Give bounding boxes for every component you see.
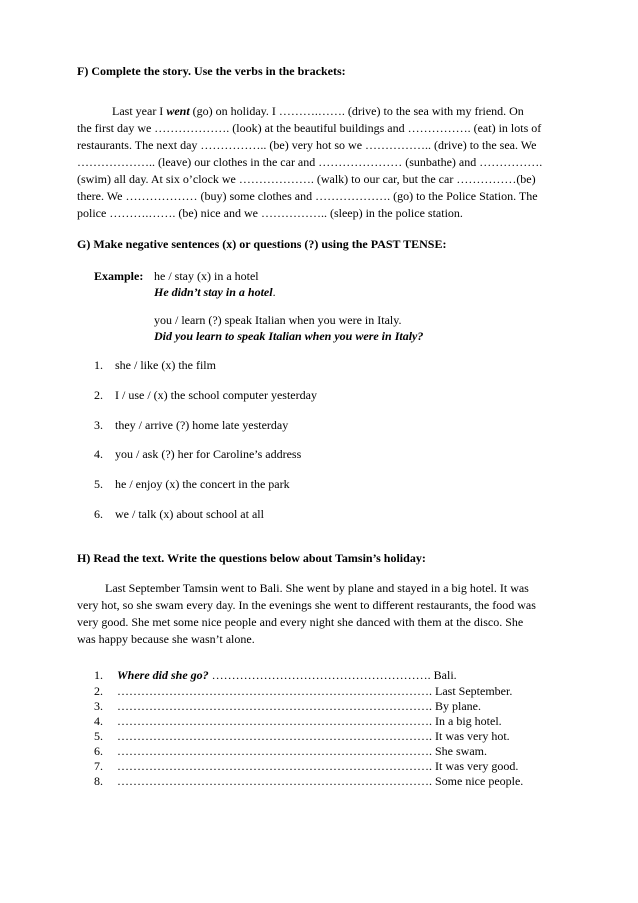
- item-number: 6.: [94, 507, 103, 521]
- item-number: 4.: [94, 447, 103, 461]
- section-f-story: [77, 103, 577, 222]
- section-h-text: [77, 580, 577, 648]
- list-item: he / enjoy (x) the concert in the park: [115, 477, 290, 491]
- story-text: Last year I: [112, 104, 167, 118]
- story-line: restaurants. The next day …………….. (be) very hot so we …………….. (drive) to the sea. We: [77, 138, 537, 152]
- list-item: you / ask (?) her for Caroline’s address: [115, 447, 302, 461]
- story-line: [77, 103, 577, 120]
- question-answer: ………………………………………………. Bali.: [208, 668, 457, 682]
- text-line: was happy because she wasn’t alone.: [77, 632, 255, 646]
- story-line: police ……….……. (be) nice and we …………….. (sleep) in the police station.: [77, 206, 463, 220]
- question-number: 1.: [94, 668, 103, 682]
- question-line: ……………………………………………………………………. It was very hot.: [117, 729, 510, 743]
- text-line: very good. She met some nice people and every night she danced with them at the disco. She: [77, 615, 524, 629]
- list-item: we / talk (x) about school at all: [115, 507, 264, 521]
- list-item: she / like (x) the film: [115, 358, 216, 372]
- item-number: 2.: [94, 388, 103, 402]
- section-h-heading: H) Read the text. Write the questions below about Tamsin’s holiday:: [77, 551, 426, 565]
- list-item: they / arrive (?) home late yesterday: [115, 418, 289, 432]
- question-number: 3.: [94, 699, 103, 713]
- question-number: 2.: [94, 684, 103, 698]
- question-number: 7.: [94, 759, 103, 773]
- section-f-heading: F) Complete the story. Use the verbs in the brackets:: [77, 64, 346, 78]
- example-answer-period: .: [272, 285, 276, 299]
- example-answer-went: went: [166, 104, 190, 118]
- question-number: 4.: [94, 714, 103, 728]
- text-line: very hot, so she swam every day. In the evenings she went to different restaurants, the food was: [77, 598, 536, 612]
- example-answer: Did you learn to speak Italian when you were in Italy?: [154, 329, 424, 343]
- question-line: ……………………………………………………………………. By plane.: [117, 699, 481, 713]
- question-line: [117, 668, 457, 683]
- question-line: ……………………………………………………………………. She swam.: [117, 744, 487, 758]
- section-g-heading: G) Make negative sentences (x) or questions (?) using the PAST TENSE:: [77, 237, 447, 251]
- list-item: I / use / (x) the school computer yesterday: [115, 388, 317, 402]
- example-prompt: he / stay (x) in a hotel: [154, 269, 259, 283]
- example-question: Where did she go?: [117, 668, 209, 682]
- question-line: ……………………………………………………………………. Some nice people.: [117, 774, 524, 788]
- story-line: (swim) all day. At six o’clock we ………………. (walk) to our car, but the car ……………(be): [77, 172, 536, 186]
- example-label: Example:: [94, 269, 144, 283]
- item-number: 1.: [94, 358, 103, 372]
- item-number: 3.: [94, 418, 103, 432]
- item-number: 5.: [94, 477, 103, 491]
- text-line: Last September Tamsin went to Bali. She went by plane and stayed in a big hotel. It was: [105, 581, 529, 595]
- question-line: ……………………………………………………………………. Last September.: [117, 684, 513, 698]
- question-line: ……………………………………………………………………. It was very good.: [117, 759, 519, 773]
- question-number: 5.: [94, 729, 103, 743]
- story-line: the first day we ………………. (look) at the beautiful buildings and ……………. (eat) in lots of: [77, 121, 542, 135]
- story-line: there. We ……………… (buy) some clothes and ………………. (go) to the Police Station. The: [77, 189, 538, 203]
- example-answer-text: He didn’t stay in a hotel: [154, 285, 273, 299]
- question-line: ……………………………………………………………………. In a big hotel.: [117, 714, 502, 728]
- example-answer: [154, 285, 276, 300]
- question-number: 6.: [94, 744, 103, 758]
- story-line: ……………….. (leave) our clothes in the car and ………………… (sunbathe) and …………….: [77, 155, 543, 169]
- example-prompt: you / learn (?) speak Italian when you were in Italy.: [154, 313, 402, 327]
- question-number: 8.: [94, 774, 103, 788]
- story-text: (go) on holiday. I ……….……. (drive) to the sea with my friend. On: [189, 104, 524, 118]
